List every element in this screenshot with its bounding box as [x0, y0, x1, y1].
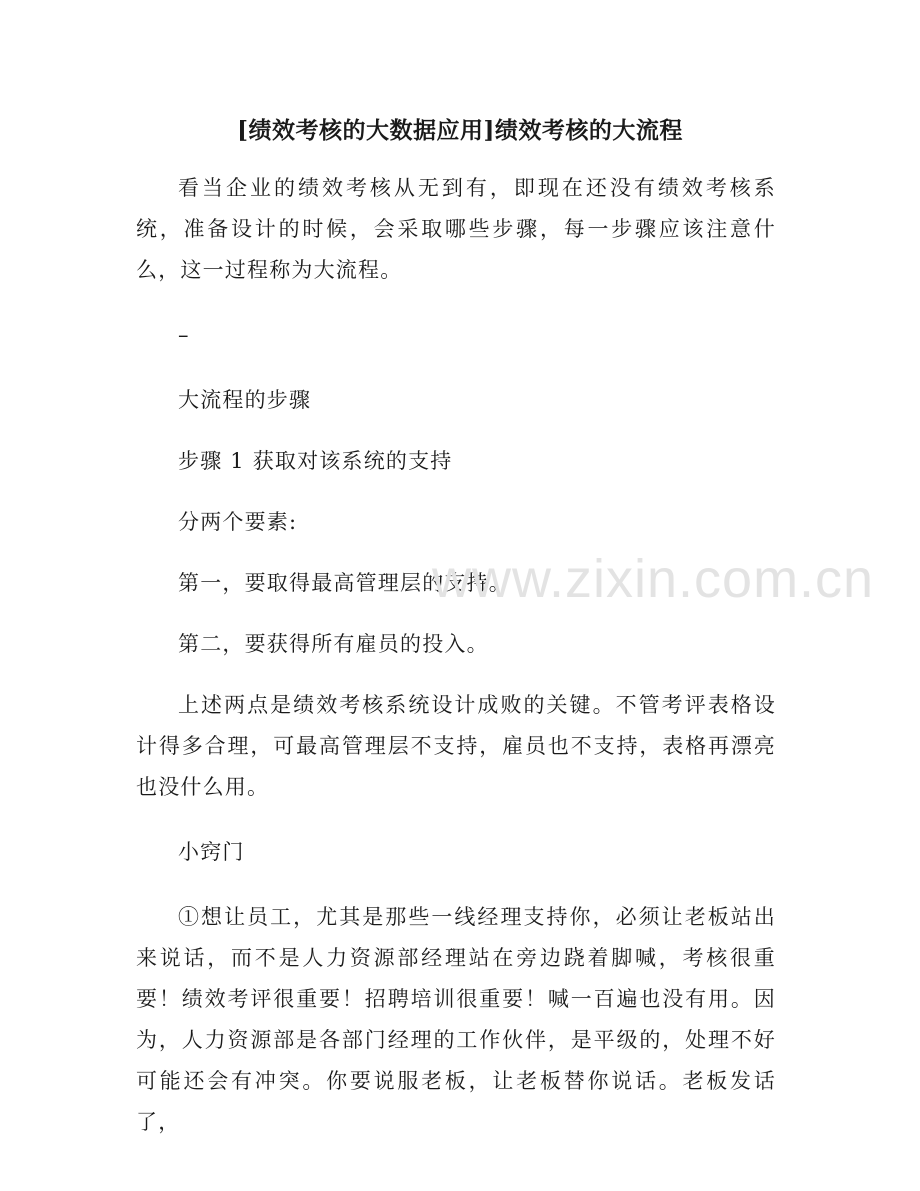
page-title: [绩效考核的大数据应用]绩效考核的大流程	[237, 117, 683, 144]
second-point: 第二，要获得所有雇员的投入。	[178, 632, 489, 656]
tip1-paragraph: ①想让员工，尤其是那些一线经理支持你，必须让老板站出来说话，而不是人力资源部经理站在旁边跷着脚喊，考核很重要！绩效考评很重要！招聘培训很重要！喊一百遍也没有用。因为，人力资源部是各部门经理的工作伙伴，是平级的，处理不好可能还会有冲突。你要说服老板，让老板替你说话。老板发话了，	[136, 905, 776, 1134]
step1-heading: 步骤 1 获取对该系统的支持	[178, 449, 453, 473]
section-heading: 大流程的步骤	[178, 388, 312, 412]
document-body	[136, 168, 776, 1143]
watermark: www.zixin.com.cn	[432, 549, 875, 609]
intro-paragraph: 看当企业的绩效考核从无到有，即现在还没有绩效考核系统，准备设计的时候，会采取哪些步骤，每一步骤应该注意什么，这一过程称为大流程。	[136, 176, 776, 282]
first-point: 第一，要取得最高管理层的支持。	[178, 571, 511, 595]
two-elements-label: 分两个要素:	[178, 510, 298, 534]
tips-heading: 小窍门	[178, 840, 245, 864]
dash-separator: –	[178, 323, 190, 347]
summary-paragraph: 上述两点是绩效考核系统设计成败的关键。不管考评表格设计得多合理，可最高管理层不支持，雇员也不支持，表格再漂亮也没什么用。	[136, 693, 776, 799]
